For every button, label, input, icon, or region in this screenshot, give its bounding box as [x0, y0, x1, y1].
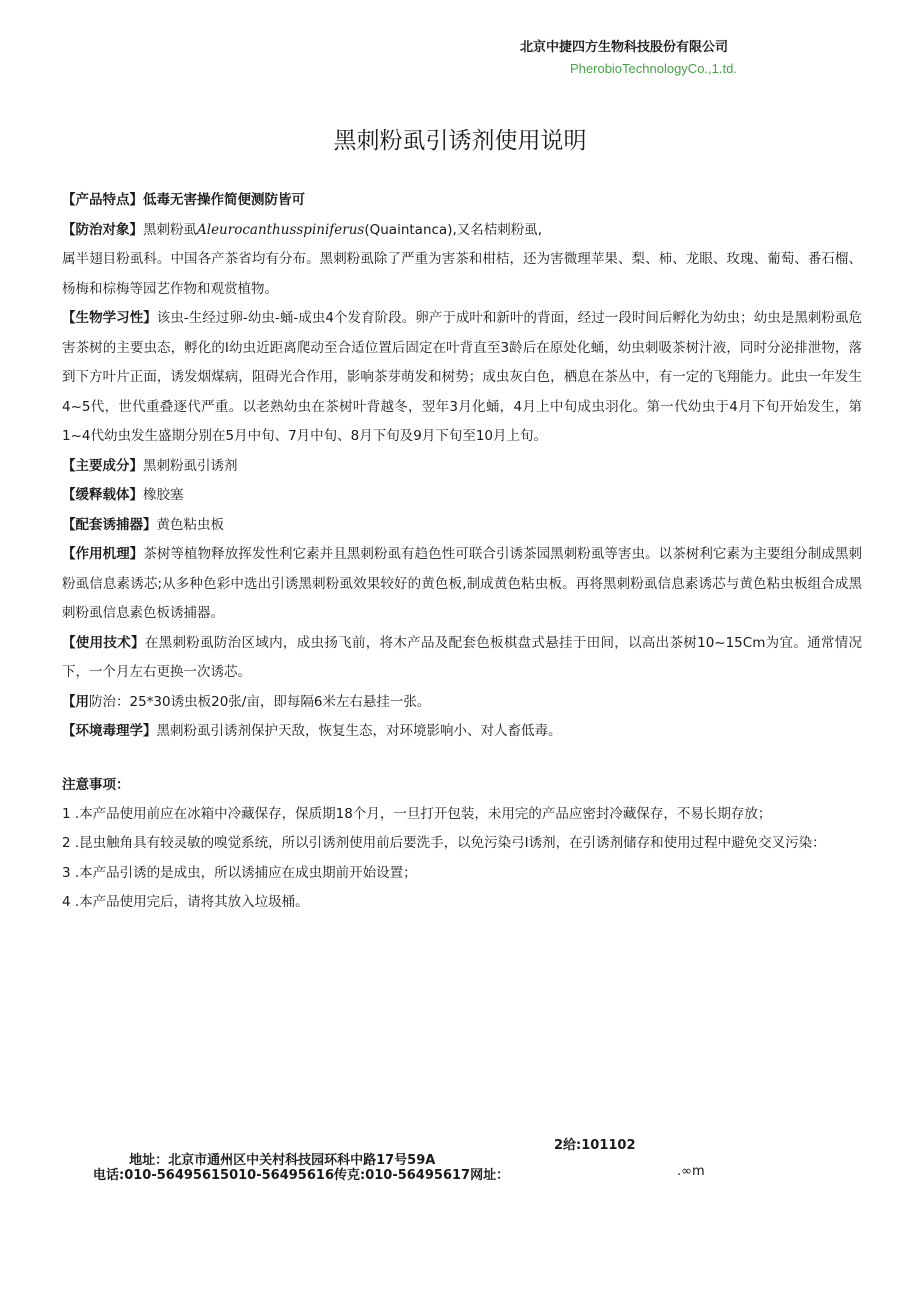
section-dosage	[62, 688, 862, 718]
section-text: 橡胶塞	[143, 487, 184, 503]
note-item: 2 .昆虫触角具有较灵敏的嗅觉系统，所以引诱剂使用前后要洗手，以免污染弓I诱剂，在引诱剂储存和使用过程中避免交叉污染：	[62, 835, 826, 851]
section-text: 在黑刺粉虱防治区域内，成虫扬飞前，将木产品及配套色板棋盘式悬挂于田间，以高出茶树10~15Cm为宜。通常情况下，一个月左右更换一次诱芯。	[62, 634, 862, 680]
section-biology	[62, 304, 862, 452]
section-label: 【用	[62, 693, 89, 710]
section-text: 该虫-生经过卵-幼虫-蛹-成虫4个发育阶段。卵产于成叶和新叶的背面，经过一段时间后孵化为幼虫；幼虫是黑刺粉虱危害茶树的主要虫态，孵化的I幼虫近距离爬动至合适位置后固定在叶背直至3龄后在原处化蛹，幼虫刺吸茶树汁液，同时分泌排泄物，落到下方叶片正面，诱发烟煤病，阻碍光合作用，影响茶芽萌发和树势；成虫灰白色，栖息在茶丛中，有一定的飞翔能力。此虫一年发生4~5代，世代重叠逐代严重。以老熟幼虫在茶树叶背越冬，翌年3月化蛹，4月上中旬成虫羽化。第一代幼虫于4月下旬开始发生，第1~4代幼虫发生盛期分别在5月中旬、7月中旬、8月下旬及9月下旬至10月上旬。	[62, 310, 862, 444]
section-text: 黑刺粉虱引诱剂	[143, 457, 238, 474]
section-text: 低毒无害操作简便测防皆可	[143, 192, 305, 208]
note-item: 4 .本产品使用完后，请将其放入垃圾桶。	[62, 894, 309, 910]
section-label: 【产品特点】	[62, 192, 143, 208]
section-ingredient	[62, 452, 862, 482]
section-label: 【防治对象】	[62, 221, 143, 238]
section-label: 【作用机理】	[62, 546, 144, 562]
latin-name: Aleurocanthusspiniferus	[197, 221, 365, 238]
section-target	[62, 216, 862, 305]
section-environment	[62, 717, 862, 747]
section-features	[62, 186, 862, 216]
footer-contact: 电话:010-56495615010-56495616传克:010-56495617网址：	[93, 1168, 510, 1183]
footer-contact-line	[93, 1164, 705, 1183]
section-carrier	[62, 481, 862, 511]
footer-address: 地址：北京市通州区中关村科技园环科中路17号59A	[129, 1153, 436, 1168]
document-title: 黑刺粉虱引诱剂使用说明	[333, 128, 587, 154]
section-usage	[62, 629, 862, 688]
section-text: 属半翅目粉虱科。中国各产茶省均有分布。黑刺粉虱除了严重为害茶和柑桔，还为害微理苹果、梨、柿、龙眼、玫瑰、葡萄、番石榴、杨梅和棕梅等园艺作物和观赏植物。	[62, 251, 862, 297]
footer-zip: 2给:101102	[554, 1138, 636, 1153]
document-body	[62, 186, 862, 918]
section-text: (Quaintanca),又名桔刺粉虱,	[364, 221, 543, 238]
footer-website: .∞m	[677, 1164, 705, 1179]
company-name-en: PherobioTechnologyCo.,1.td.	[570, 61, 737, 76]
company-name-cn: 北京中捷四方生物科技股份有限公司	[520, 40, 729, 55]
section-label: 【环境毒理学】	[62, 723, 157, 739]
section-mechanism	[62, 540, 862, 629]
section-text: 黄色粘虫板	[156, 516, 224, 533]
section-label: 【使用技术】	[62, 634, 145, 651]
section-trap	[62, 511, 862, 541]
section-label: 【生物学习性】	[62, 310, 157, 326]
section-label: 【配套诱捕器】	[62, 516, 157, 533]
section-label: 【缓释载体】	[62, 487, 143, 503]
section-text: 茶树等植物释放挥发性利它素并且黑刺粉虱有趋色性可联合引诱茶园黑刺粉虱等害虫。以茶树利它素为主要组分制成黑刺粉虱信息素诱芯;从多种色彩中选出引诱黑刺粉虱效果较好的黄色板,制成黄色粘虫板。再将黑刺粉虱信息素诱芯与黄色粘虫板组合成黑刺粉虱信息素色板诱捕器。	[62, 546, 863, 621]
section-text: 防治：25*30诱虫板20张/亩，即每隔6米左右悬挂一张。	[89, 693, 431, 710]
notes-heading: 注意事项：	[62, 776, 130, 793]
note-item: 1 .本产品使用前应在冰箱中冷藏保存，保质期18个月，一旦打开包装，未用完的产品应密封冷藏保存，不易长期存放；	[62, 805, 772, 822]
section-text: 黑刺粉虱引诱剂保护天敌，恢复生态，对环境影响小、对人畜低毒。	[156, 723, 562, 739]
section-text: 黑刺粉虱	[143, 221, 197, 238]
note-item: 3 .本产品引诱的是成虫，所以诱捕应在成虫期前开始设置；	[62, 864, 417, 881]
section-label: 【主要成分】	[62, 457, 143, 474]
